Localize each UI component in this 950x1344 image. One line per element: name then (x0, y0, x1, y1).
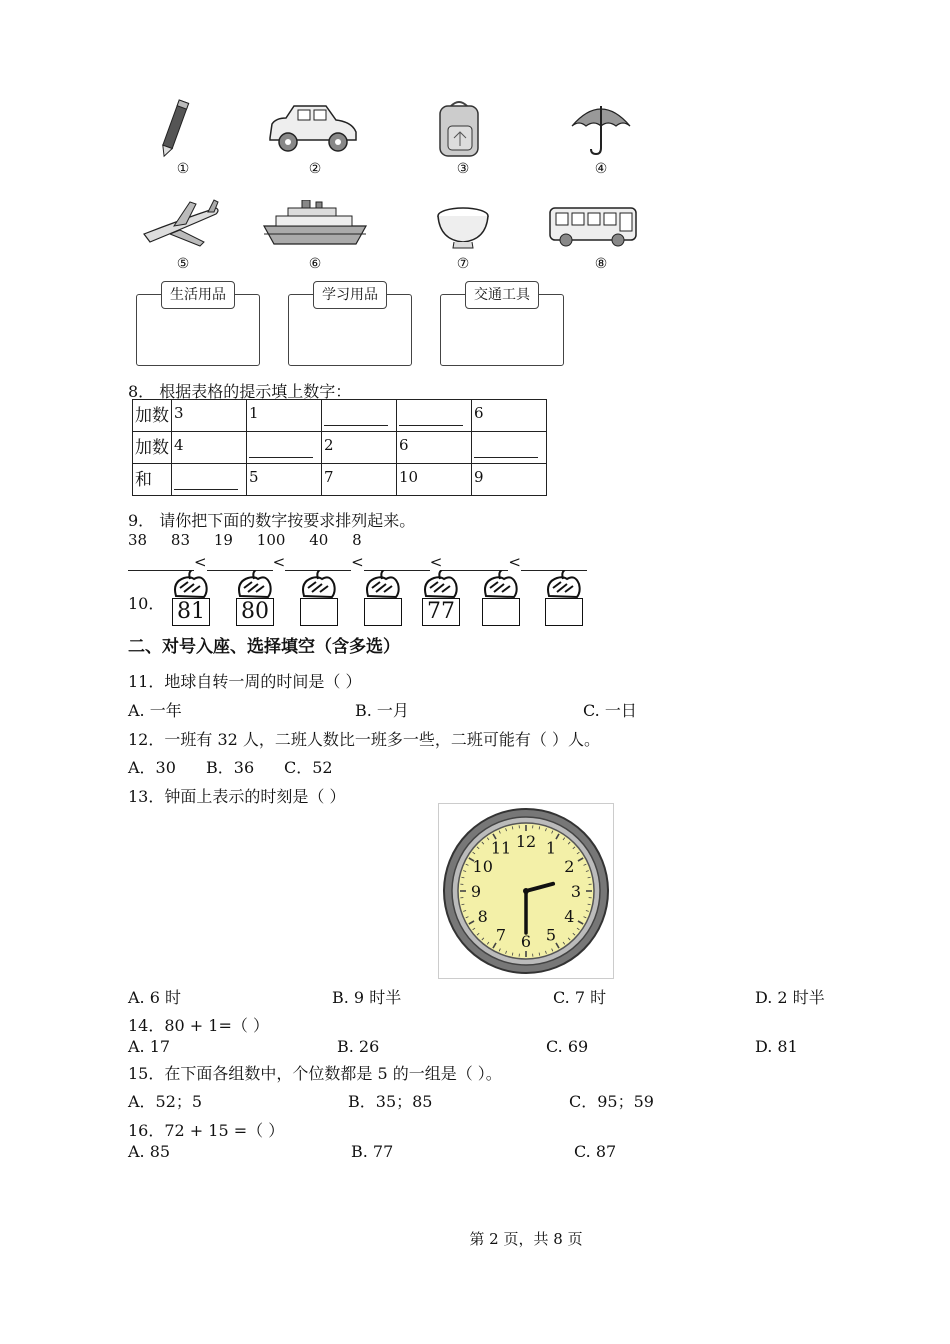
clock-image (438, 803, 614, 979)
apple-icon (420, 570, 460, 600)
table-cell: 2 (322, 432, 397, 464)
picture-number: ⑧ (594, 256, 608, 272)
option-c[interactable]: C. 87 (574, 1142, 617, 1161)
apple-number: 80 (236, 598, 274, 626)
category-box-daily[interactable] (136, 287, 260, 366)
picture-number: ⑥ (308, 256, 322, 272)
option-d[interactable]: D. 2 时半 (755, 988, 825, 1007)
picture-number: ① (176, 161, 190, 177)
option-b[interactable]: B. 一月 (355, 701, 409, 720)
apple-number-box[interactable] (543, 570, 583, 626)
ship-icon (262, 200, 368, 248)
answer-blank[interactable] (128, 552, 194, 571)
apple-icon (234, 570, 274, 600)
clock-number: 12 (515, 832, 537, 851)
row-header: 加数 (133, 432, 172, 464)
table-cell: 9 (472, 464, 547, 496)
answer-blank[interactable] (474, 439, 538, 458)
category-label: 学习用品 (313, 281, 387, 309)
option-c[interactable]: C. 一日 (583, 701, 637, 720)
less-than-sign: < (429, 553, 443, 571)
apple-number-box[interactable] (362, 570, 402, 626)
clock-number: 1 (545, 838, 557, 858)
apple-icon (170, 570, 210, 600)
answer-blank[interactable] (364, 552, 430, 571)
table-cell: 6 (472, 400, 547, 432)
question-8-prompt: 8． 根据表格的提示填上数字： (128, 382, 352, 401)
airplane-icon (140, 198, 222, 250)
option-c[interactable]: C. 69 (546, 1037, 589, 1056)
ordering-blanks (128, 552, 587, 572)
picture-number: ③ (456, 161, 470, 177)
table-row (133, 400, 547, 432)
answer-blank[interactable] (442, 552, 508, 571)
pencil-icon (150, 98, 198, 160)
car-icon (264, 102, 360, 154)
clock-number: 5 (545, 925, 557, 945)
option-b[interactable]: B．36 (206, 758, 255, 777)
umbrella-icon (570, 100, 632, 158)
table-cell: 5 (247, 464, 322, 496)
picture-number: ④ (594, 161, 608, 177)
less-than-sign: < (194, 553, 207, 571)
apple-number (482, 598, 520, 626)
row-header: 和 (133, 464, 172, 496)
less-than-sign: < (272, 553, 286, 571)
apple-number-box (170, 570, 210, 626)
clock-number: 10 (472, 857, 493, 876)
apple-icon (480, 570, 520, 600)
option-b[interactable]: B. 9 时半 (332, 988, 402, 1007)
apple-number (364, 598, 402, 626)
option-a[interactable]: A. 85 (128, 1142, 171, 1161)
question-15-stem: 15．在下面各组数中，个位数都是 5 的一组是（ ）。 (128, 1064, 502, 1083)
table-cell-blank[interactable] (172, 464, 247, 496)
option-b[interactable]: B．35；85 (348, 1092, 433, 1111)
clock-number: 7 (495, 925, 507, 945)
question-14-stem: 14．80 + 1=（ ） (128, 1016, 269, 1035)
apple-number-box (420, 570, 460, 626)
answer-blank[interactable] (324, 407, 388, 426)
answer-blank[interactable] (207, 552, 273, 571)
clock-number: 6 (520, 932, 532, 951)
category-label: 交通工具 (465, 281, 539, 309)
option-b[interactable]: B. 26 (337, 1037, 380, 1056)
question-10-label: 10． (128, 594, 165, 613)
question-9-numbers: 38 83 19 100 40 8 (128, 531, 362, 549)
answer-blank[interactable] (249, 439, 313, 458)
answer-blank[interactable] (521, 552, 587, 571)
picture-number: ⑤ (176, 256, 190, 272)
row-header: 加数 (133, 400, 172, 432)
option-c[interactable]: C. 7 时 (553, 988, 607, 1007)
option-a[interactable]: A. 一年 (128, 701, 182, 720)
option-c[interactable]: C．95；59 (569, 1092, 654, 1111)
table-cell: 6 (397, 432, 472, 464)
answer-blank[interactable] (399, 407, 463, 426)
bus-icon (548, 204, 640, 248)
less-than-sign: < (508, 553, 521, 571)
question-12-stem: 12．一班有 32 人，二班人数比一班多一些，二班可能有（ ）人。 (128, 730, 600, 749)
table-cell-blank[interactable] (322, 400, 397, 432)
table-cell-blank[interactable] (397, 400, 472, 432)
table-row (133, 432, 547, 464)
answer-blank[interactable] (285, 552, 351, 571)
clock-number: 8 (477, 907, 488, 926)
answer-blank[interactable] (174, 471, 238, 490)
option-a[interactable]: A．30 (128, 758, 176, 777)
option-c[interactable]: C．52 (284, 758, 333, 777)
apple-icon (543, 570, 583, 600)
table-cell: 4 (172, 432, 247, 464)
addition-table (132, 399, 547, 496)
question-13-stem: 13．钟面上表示的时刻是（ ） (128, 787, 346, 806)
apple-icon (298, 570, 338, 600)
question-11-stem: 11．地球自转一周的时间是（ ） (128, 672, 362, 691)
category-box-transport[interactable] (440, 287, 564, 366)
question-16-stem: 16．72 + 15 =（ ） (128, 1121, 285, 1140)
table-cell-blank[interactable] (247, 432, 322, 464)
table-cell: 7 (322, 464, 397, 496)
apple-icon (362, 570, 402, 600)
question-9-prompt: 9． 请你把下面的数字按要求排列起来。 (128, 511, 416, 530)
option-a[interactable]: A. 17 (128, 1037, 171, 1056)
table-cell-blank[interactable] (472, 432, 547, 464)
clock-number: 11 (490, 838, 512, 858)
option-a[interactable]: A. 6 时 (128, 988, 181, 1007)
backpack-icon (434, 98, 484, 160)
apple-number: 77 (422, 598, 460, 626)
table-cell: 10 (397, 464, 472, 496)
table-row (133, 464, 547, 496)
apple-number (300, 598, 338, 626)
apple-number-box[interactable] (298, 570, 338, 626)
section-2-heading: 二、对号入座、选择填空（含多选） (128, 637, 400, 657)
category-box-study[interactable] (288, 287, 412, 366)
picture-number: ⑦ (456, 256, 470, 272)
option-a[interactable]: A．52；5 (128, 1092, 203, 1111)
less-than-sign: < (351, 553, 364, 571)
clock-number: 2 (564, 857, 575, 876)
apple-number (545, 598, 583, 626)
clock-number: 3 (570, 882, 582, 901)
apple-number-box[interactable] (480, 570, 520, 626)
clock-number: 9 (470, 882, 482, 901)
category-label: 生活用品 (161, 281, 235, 309)
apple-number-box (234, 570, 274, 626)
picture-number: ② (308, 161, 322, 177)
apple-number: 81 (172, 598, 210, 626)
option-b[interactable]: B. 77 (351, 1142, 394, 1161)
table-cell: 1 (247, 400, 322, 432)
table-cell: 3 (172, 400, 247, 432)
option-d[interactable]: D. 81 (755, 1037, 798, 1056)
clock-number: 4 (564, 907, 575, 926)
page-footer: 第 2 页，共 8 页 (469, 1230, 583, 1248)
bowl-icon (436, 206, 490, 250)
